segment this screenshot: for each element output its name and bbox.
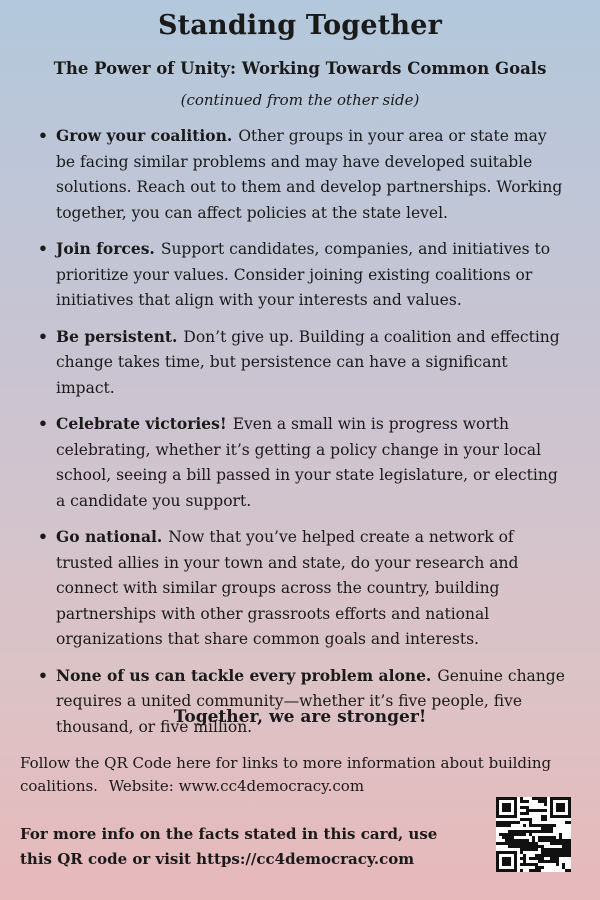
- bullet-icon: •: [38, 665, 48, 685]
- tip-lead: Celebrate victories!: [56, 414, 227, 433]
- tip-text: Even a small win is progress worth celebrating, whether it’s getting a policy change in your local school, seeing a bill passed in your state legislature, or electing a candidate you support.: [56, 415, 558, 510]
- bullet-icon: •: [38, 527, 48, 546]
- card-title: Standing Together: [157, 10, 443, 41]
- website-link[interactable]: www.cc4democracy.com: [178, 777, 365, 795]
- qr-code-icon: [496, 797, 571, 872]
- follow-text: Follow the QR Code here for links to more information about building coalitions.: [20, 754, 552, 795]
- follow-qr-note: [20, 752, 560, 798]
- tip-text: Support candidates, companies, and initiatives to prioritize your values. Consider joining existing coalitions or initiatives that align with your interests and values.: [56, 240, 551, 309]
- card-subtitle: The Power of Unity: Working Towards Common Goals: [53, 59, 547, 78]
- tip-text: Now that you’ve helped create a network of trusted allies in your town and state, do your research and connect with similar groups across the country, building partnerships with other grassroots efforts and national organizations that share common goals and interests.: [56, 528, 519, 648]
- tip-lead: Be persistent.: [56, 326, 178, 346]
- continued-note: (continued from the other side): [180, 91, 420, 109]
- tips-list: [36, 123, 568, 750]
- tip-text: Genuine change requires a united community—whether it’s five people, five thousand, or five million.: [56, 666, 565, 736]
- list-item: [36, 324, 568, 402]
- bullet-icon: •: [38, 326, 48, 346]
- tip-lead: None of us can tackle every problem alone.: [56, 665, 432, 685]
- bullet-icon: •: [38, 414, 48, 433]
- closing-slogan: Together, we are stronger!: [173, 707, 427, 727]
- tip-lead: Go national.: [56, 527, 163, 546]
- list-item: [36, 236, 568, 314]
- list-item: [36, 663, 568, 741]
- list-item: [36, 411, 568, 514]
- bullet-icon: •: [38, 126, 48, 145]
- more-info-text: For more info on the facts stated in this card, use this QR code or visit https://cc4democracy.com: [20, 825, 438, 868]
- tip-lead: Grow your coalition.: [56, 126, 233, 145]
- tip-text: Other groups in your area or state may be facing similar problems and may have developed suitable solutions. Reach out to them and develop partnerships. Working together, you can affect policies at the state level.: [56, 127, 563, 222]
- qr-code[interactable]: [496, 797, 571, 872]
- website-label: Website:: [108, 777, 174, 795]
- tip-text: Don’t give up. Building a coalition and effecting change takes time, but persistence can have a significant impact.: [56, 327, 560, 397]
- tip-lead: Join forces.: [56, 239, 155, 258]
- bullet-icon: •: [38, 239, 48, 258]
- list-item: [36, 524, 568, 653]
- list-item: [36, 123, 568, 226]
